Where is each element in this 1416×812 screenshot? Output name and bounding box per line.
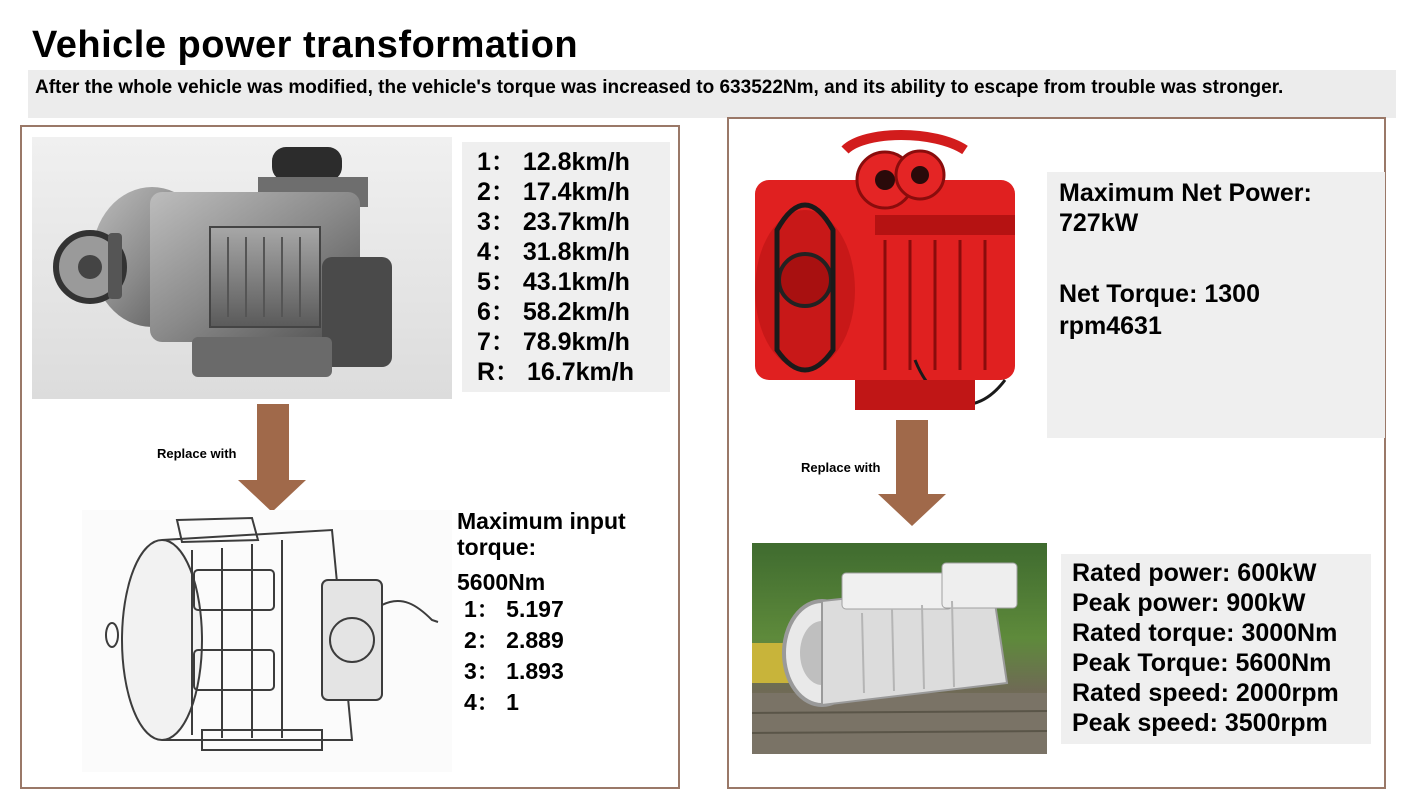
gear-speed-item: 3： 23.7km/h — [477, 208, 630, 236]
down-arrow-stem — [896, 420, 928, 496]
gear-ratio-item: 4： 1 — [464, 689, 519, 715]
replace-with-label: Replace with — [801, 460, 881, 475]
gear-speed-item: 2： 17.4km/h — [477, 178, 630, 206]
net-torque-value: rpm4631 — [1059, 312, 1162, 340]
gear-ratio-list — [464, 594, 564, 718]
down-arrow-icon — [878, 494, 946, 526]
motor-spec-item: Rated speed: 2000rpm — [1072, 679, 1339, 707]
down-arrow-stem — [257, 404, 289, 482]
motor-spec-item: Peak power: 900kW — [1072, 589, 1306, 617]
max-net-power-label: Maximum Net Power: — [1059, 179, 1312, 207]
down-arrow-icon — [238, 480, 306, 512]
gear-speed-item: 1： 12.8km/h — [477, 148, 630, 176]
gear-speed-item: R： 16.7km/h — [477, 358, 635, 386]
gear-speed-item: 4： 31.8km/h — [477, 238, 630, 266]
gear-speed-list — [477, 147, 634, 387]
motor-spec-item: Rated torque: 3000Nm — [1072, 619, 1338, 647]
gear-speed-item: 7： 78.9km/h — [477, 328, 630, 356]
motor-spec-list — [1072, 558, 1339, 738]
transmission-photo — [32, 137, 452, 399]
net-torque-label: Net Torque: 1300 — [1059, 280, 1260, 308]
replace-with-label: Replace with — [157, 446, 237, 461]
page-title: Vehicle power transformation — [32, 24, 579, 66]
motor-spec-item: Peak speed: 3500rpm — [1072, 709, 1328, 737]
gear-speed-item: 6： 58.2km/h — [477, 298, 630, 326]
max-input-torque-label: Maximum input torque: — [457, 508, 626, 560]
gear-ratio-item: 3： 1.893 — [464, 658, 564, 684]
page-subtitle: After the whole vehicle was modified, the vehicle's torque was increased to 633522Nm, and its ability to escape from trouble was stronger. — [35, 77, 1284, 98]
gearbox-drawing — [82, 510, 452, 772]
gear-ratio-item: 2： 2.889 — [464, 627, 564, 653]
gear-ratio-item: 1： 5.197 — [464, 596, 564, 622]
motor-spec-item: Peak Torque: 5600Nm — [1072, 649, 1332, 677]
motor-spec-item: Rated power: 600kW — [1072, 559, 1317, 587]
engine-photo — [735, 120, 1053, 425]
gear-speed-item: 5： 43.1km/h — [477, 268, 630, 296]
electric-motor-photo — [752, 543, 1047, 754]
max-input-torque-value: 5600Nm — [457, 569, 546, 595]
max-net-power-value: 727kW — [1059, 209, 1139, 237]
